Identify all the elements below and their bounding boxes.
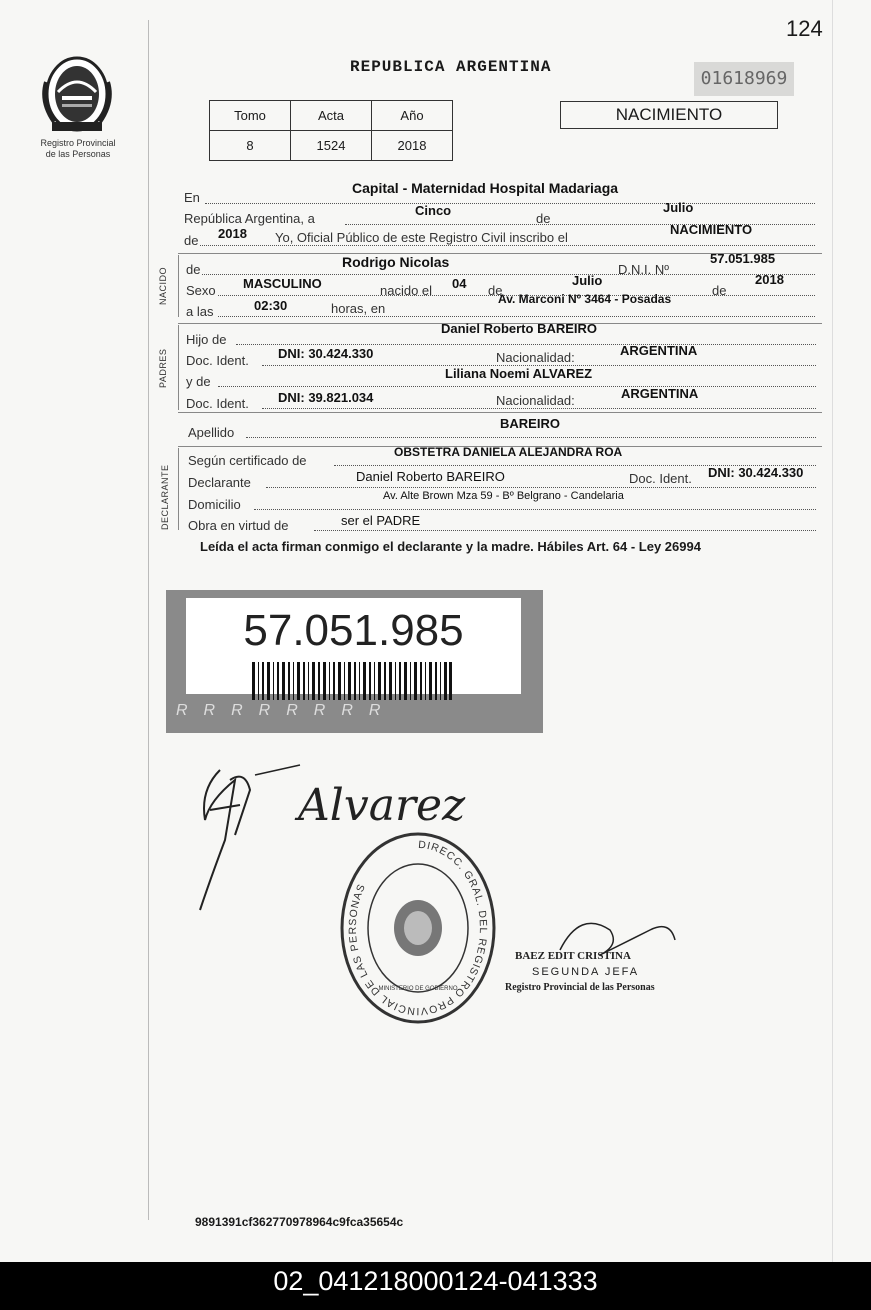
official-name: BAEZ EDIT CRISTINA <box>515 950 631 962</box>
birth-address: Av. Marconi Nº 3464 - Posadas <box>498 292 672 306</box>
logo-caption: Registro Provincial de las Personas <box>40 138 116 159</box>
doc-label: Doc. Ident. <box>186 396 249 411</box>
dni-sticker-inner <box>186 598 521 694</box>
table-header-acta: Acta <box>291 101 372 131</box>
birth-time: 02:30 <box>254 298 288 313</box>
table-header-anio: Año <box>372 101 453 131</box>
declarant-address: Av. Alte Brown Mza 59 - Bº Belgrano - Candelaria <box>383 490 624 502</box>
en-label: En <box>184 190 200 205</box>
alas-label: a las <box>186 304 214 319</box>
dotted-line <box>246 437 816 438</box>
dotted-line <box>218 316 815 317</box>
de-label: de <box>184 233 199 248</box>
declarant-doc: DNI: 30.424.330 <box>708 465 804 480</box>
svg-text:MINISTERIO DE GOBIERNO: MINISTERIO DE GOBIERNO <box>378 986 458 992</box>
province-coat-of-arms-logo <box>38 52 116 134</box>
document-hash: 9891391cf362770978964c9fca35654c <box>195 1215 404 1229</box>
dotted-line <box>314 530 816 531</box>
registry-table <box>209 100 453 161</box>
table-value-tomo: 8 <box>210 131 291 161</box>
birth-year: 2018 <box>755 272 784 287</box>
child-dni: 57.051.985 <box>710 251 776 266</box>
republica-label: República Argentina, a <box>184 211 315 226</box>
nacido-label: nacido el <box>380 283 433 298</box>
dotted-line <box>202 274 815 275</box>
official-role: SEGUNDA JEFA <box>532 966 640 978</box>
declarante-label: Declarante <box>188 475 251 490</box>
serial-number-stamp: 01618969 <box>694 62 794 96</box>
declarant-name: Daniel Roberto BAREIRO <box>356 469 505 484</box>
dni-label: D.N.I. Nº <box>618 262 669 277</box>
de-label: de <box>536 211 551 226</box>
yde-label: y de <box>186 374 211 389</box>
father-doc: DNI: 30.424.330 <box>278 346 374 361</box>
apellido-label: Apellido <box>188 425 235 440</box>
scan-footer-code: 02_041218000124-041333 <box>0 1262 871 1310</box>
mother-nationality: ARGENTINA <box>621 386 699 401</box>
obra-label: Obra en virtud de <box>188 518 289 533</box>
de-label: de <box>488 283 503 298</box>
act-type-box: NACIMIENTO <box>560 101 778 129</box>
page-edge-line <box>832 0 833 1262</box>
section-label-nacido: NACIDO <box>158 266 168 305</box>
sexo-label: Sexo <box>186 283 216 298</box>
closing-statement: Leída el acta firman conmigo el declarante y la madre. Hábiles Art. 64 - Ley 26994 <box>200 539 701 554</box>
section-label-padres: PADRES <box>158 348 168 388</box>
dotted-line <box>205 203 815 204</box>
day-in-words: Cinco <box>415 203 452 218</box>
dotted-line <box>200 245 815 246</box>
table-value-anio: 2018 <box>372 131 453 161</box>
birth-month: Julio <box>572 273 603 288</box>
svg-text:DIRECC. GRAL. DEL REGISTRO PRO: DIRECC. GRAL. DEL REGISTRO PROVINCIAL DE LAS PERSONAS <box>346 838 490 1018</box>
birth-place: Capital - Maternidad Hospital Madariaga <box>352 180 619 196</box>
domicilio-label: Domicilio <box>188 497 241 512</box>
mother-name: Liliana Noemi ALVAREZ <box>445 366 593 381</box>
official-seal <box>338 830 498 1026</box>
de-label: de <box>712 283 727 298</box>
hijo-label: Hijo de <box>186 332 227 347</box>
father-nationality: ARGENTINA <box>620 343 698 358</box>
doc-label: Doc. Ident. <box>629 471 692 486</box>
sex: MASCULINO <box>243 276 322 291</box>
dotted-line <box>262 408 816 409</box>
section-bar <box>178 448 179 530</box>
nacionalidad-label: Nacionalidad: <box>496 350 575 365</box>
horas-label: horas, en <box>331 301 386 316</box>
certificate-issuer: OBSTETRA DANIELA ALEJANDRA ROA <box>394 445 623 459</box>
surname: BAREIRO <box>500 416 560 431</box>
father-name: Daniel Roberto BAREIRO <box>441 321 598 336</box>
section-bar <box>178 255 179 317</box>
nacionalidad-label: Nacionalidad: <box>496 393 575 408</box>
declarant-role: ser el PADRE <box>341 513 421 528</box>
table-value-acta: 1524 <box>291 131 372 161</box>
section-label-declarante: DECLARANTE <box>160 464 170 530</box>
child-name: Rodrigo Nicolas <box>342 254 450 270</box>
barcode-icon <box>252 662 452 700</box>
de-label: de <box>186 262 201 277</box>
page-margin-line <box>148 20 149 1220</box>
section-divider <box>178 412 822 413</box>
mother-doc: DNI: 39.821.034 <box>278 390 374 405</box>
dni-sticker-number: 57.051.985 <box>243 606 464 655</box>
section-bar <box>178 325 179 410</box>
dotted-line <box>266 487 816 488</box>
svg-text:Alvarez: Alvarez <box>298 780 466 831</box>
birth-day: 04 <box>452 276 467 291</box>
dni-sticker <box>166 590 543 733</box>
dotted-line <box>236 344 816 345</box>
yo-statement: Yo, Oficial Público de este Registro Civil inscribo el <box>275 230 568 245</box>
registration-year: 2018 <box>218 226 247 241</box>
official-organization: Registro Provincial de las Personas <box>505 982 655 993</box>
page-number: 124 <box>786 16 823 41</box>
act-value: NACIMIENTO <box>670 222 753 237</box>
dotted-line <box>254 509 816 510</box>
table-header-tomo: Tomo <box>210 101 291 131</box>
dotted-line <box>218 386 816 387</box>
doc-label: Doc. Ident. <box>186 353 249 368</box>
registration-month: Julio <box>663 200 694 215</box>
security-pattern: RRRRRRRR <box>176 702 397 719</box>
document-title: REPUBLICA ARGENTINA <box>350 58 552 76</box>
certificado-label: Según certificado de <box>188 453 307 468</box>
